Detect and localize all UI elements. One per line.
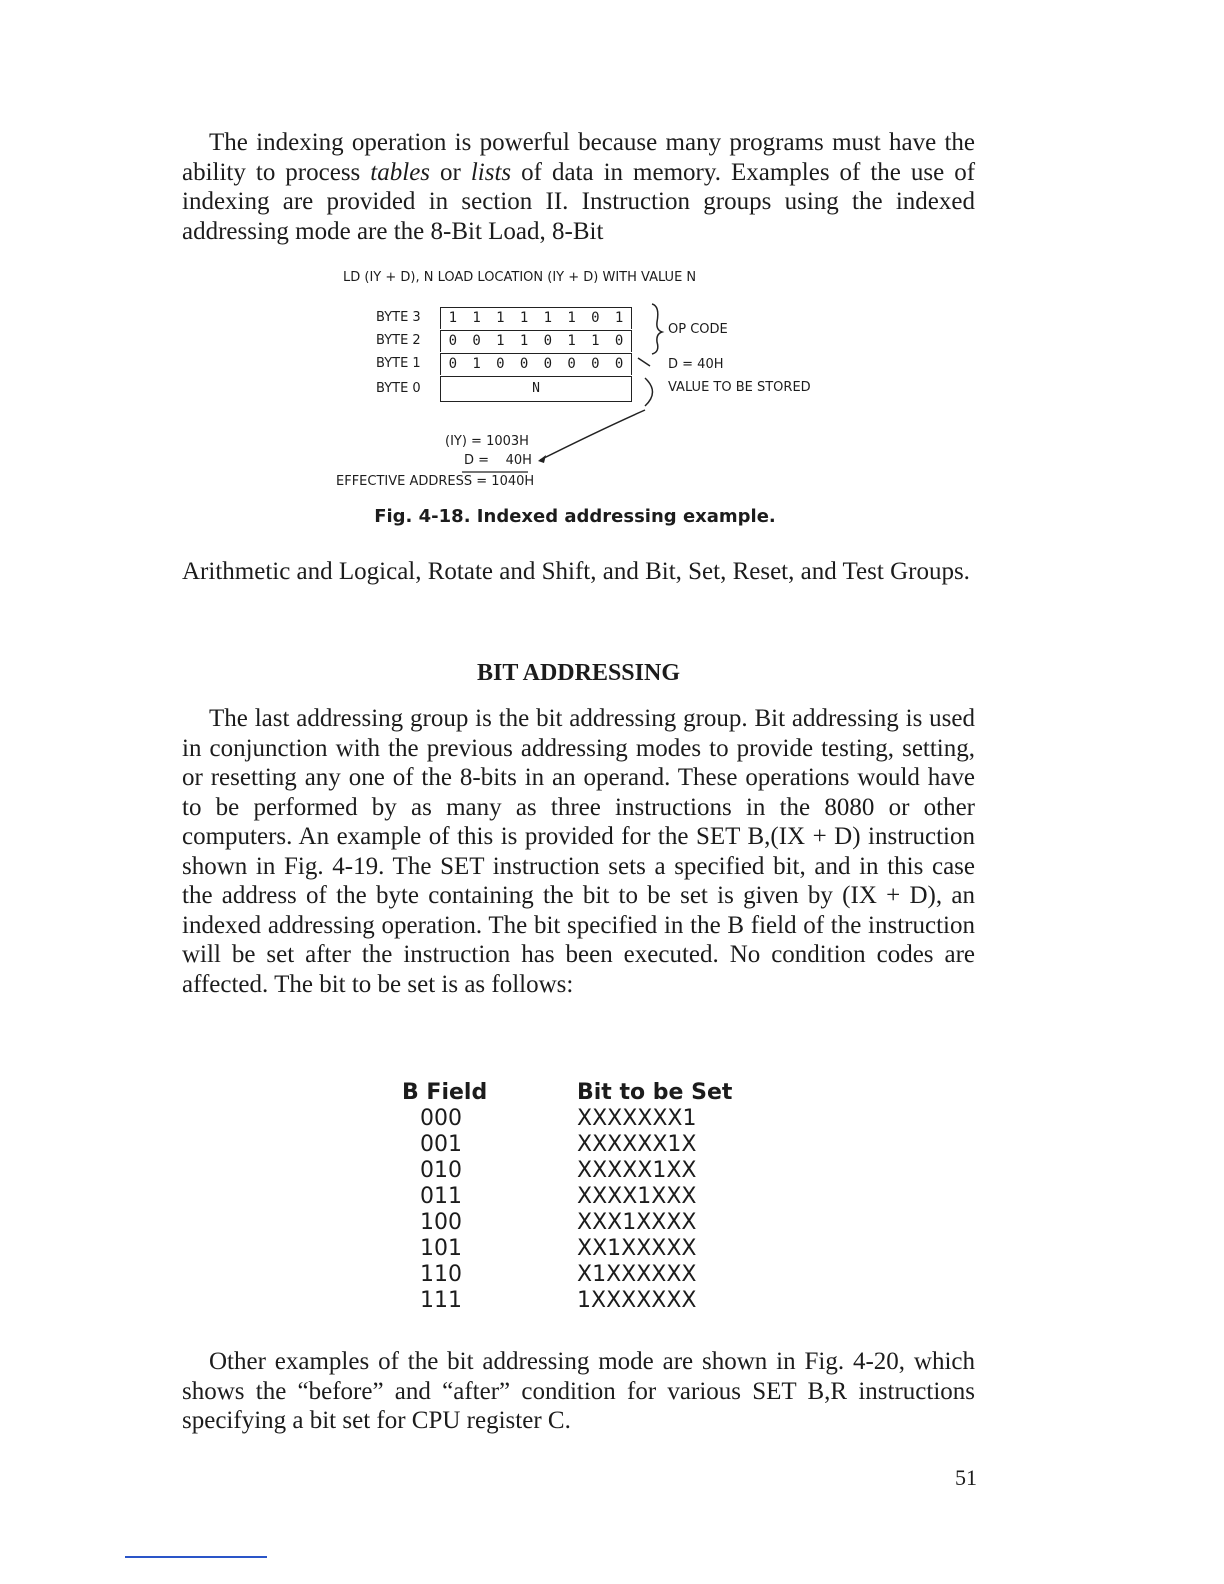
- bit-cell: 1: [472, 310, 481, 326]
- figure-caption: Fig. 4-18. Indexed addressing example.: [374, 506, 776, 527]
- table-cell: XXXX1XXX: [577, 1184, 697, 1209]
- table-cell: 101: [420, 1236, 462, 1261]
- intro-or: or: [440, 158, 461, 186]
- bit-cell: 1: [496, 310, 505, 326]
- bit-cell: 0: [543, 356, 553, 372]
- bit-cell: 0: [448, 333, 458, 349]
- bit-cell: 1: [567, 310, 576, 326]
- bit-cell: 0: [614, 356, 624, 372]
- d-label: D = 40H: [668, 357, 724, 372]
- bit-cell: 0: [496, 356, 505, 372]
- table-cell: XXXXXX1X: [577, 1132, 697, 1157]
- table-cell: 110: [420, 1262, 462, 1287]
- calc-iy: (IY) = 1003H: [445, 434, 529, 449]
- bit-cell: 1: [543, 310, 553, 326]
- table-cell: 000: [420, 1106, 462, 1131]
- table-cell: 100: [420, 1210, 462, 1235]
- table-cell: X1XXXXXX: [577, 1262, 697, 1287]
- section-heading: BIT ADDRESSING: [477, 660, 680, 686]
- bit-cell: 0: [567, 356, 576, 372]
- bit-cell: 1: [567, 333, 576, 349]
- scan-artifact-line: [125, 1556, 267, 1558]
- figure-title: LD (IY + D), N LOAD LOCATION (IY + D) WITH VALUE N: [343, 270, 697, 285]
- table-cell: 1XXXXXXX: [577, 1288, 697, 1313]
- calc-d: D = 40H: [464, 453, 532, 468]
- bit-cell: 0: [519, 356, 529, 372]
- emphasis-tables: tables: [370, 158, 431, 186]
- opcode-label: OP CODE: [668, 322, 728, 337]
- table-cell: 010: [420, 1158, 462, 1183]
- bit-addressing-paragraph: The last addressing group is the bit addressing group. Bit addressing is used in conjunction with the previous addressing modes to provide testing, setting, or resetting any one of the 8-bits in an operand. These operations would have to be performed by as many as three instructions in the 8080 or other computers. An example of this is provided for the SET B,(IX + D) instruction shown in Fig. 4-19. The SET instruction sets a specified bit, and in this case the address of the byte containing the bit to be set is given by (IX + D), an indexed addressing operation. The bit specified in the B field of the instruction will be set after the instruction has been executed. No condition codes are affected. The bit to be set is as follows:: [182, 705, 975, 998]
- bit-cell: 1: [519, 333, 529, 349]
- bit-cell: 0: [591, 356, 600, 372]
- col2-header: Bit to be Set: [577, 1080, 733, 1105]
- table-cell: XXXXX1XX: [577, 1158, 697, 1183]
- table-cell: 111: [420, 1288, 462, 1313]
- byte-label: BYTE 2: [376, 333, 421, 348]
- bit-cell: 1: [519, 310, 529, 326]
- byte-label: BYTE 3: [376, 310, 421, 325]
- table-cell: XXXXXXX1: [577, 1106, 697, 1131]
- bit-cell: 1: [591, 333, 600, 349]
- b-field-column: [402, 1080, 487, 1314]
- col1-header: B Field: [402, 1080, 488, 1105]
- bit-cell: 0: [591, 310, 600, 326]
- continuation-paragraph: Arithmetic and Logical, Rotate and Shift, and Bit, Set, Reset, and Test Groups.: [182, 558, 970, 585]
- bit-cell: 0: [472, 333, 481, 349]
- bit-cell: 1: [448, 310, 458, 326]
- table-cell: XX1XXXXX: [577, 1236, 697, 1261]
- byte-0-value: N: [532, 381, 540, 396]
- page-number: 51: [955, 1465, 977, 1490]
- table-cell: XXX1XXXX: [577, 1210, 697, 1235]
- value-label: VALUE TO BE STORED: [668, 380, 811, 395]
- bit-cell: 0: [448, 356, 458, 372]
- bit-cell: 0: [543, 333, 553, 349]
- intro-text: The indexing operation is powerful because many programs must have the ability to process: [182, 129, 975, 186]
- table-cell: 011: [420, 1184, 462, 1209]
- other-examples-paragraph: Other examples of the bit addressing mode are shown in Fig. 4-20, which shows the “before” and “after” condition for various SET B,R instructions specifying a bit set for CPU register C.: [182, 1348, 975, 1434]
- byte-label: BYTE 1: [376, 356, 421, 371]
- bit-cell: 0: [614, 333, 624, 349]
- bit-to-be-set-column: [577, 1080, 732, 1314]
- emphasis-lists: lists: [470, 158, 512, 186]
- byte-label: BYTE 0: [376, 381, 421, 396]
- bit-cell: 1: [496, 333, 505, 349]
- bit-cell: 1: [614, 310, 624, 326]
- bit-cell: 1: [472, 356, 481, 372]
- table-cell: 001: [420, 1132, 462, 1157]
- intro-rest: of data in memory. Examples of the use of indexing are provided in section II. Instruction groups using the indexed addressing mode are the 8-Bit Load, 8-Bit: [182, 158, 976, 245]
- calc-effective-address: EFFECTIVE ADDRESS = 1040H: [336, 474, 535, 489]
- figure-annotation-lines: [0, 0, 1224, 520]
